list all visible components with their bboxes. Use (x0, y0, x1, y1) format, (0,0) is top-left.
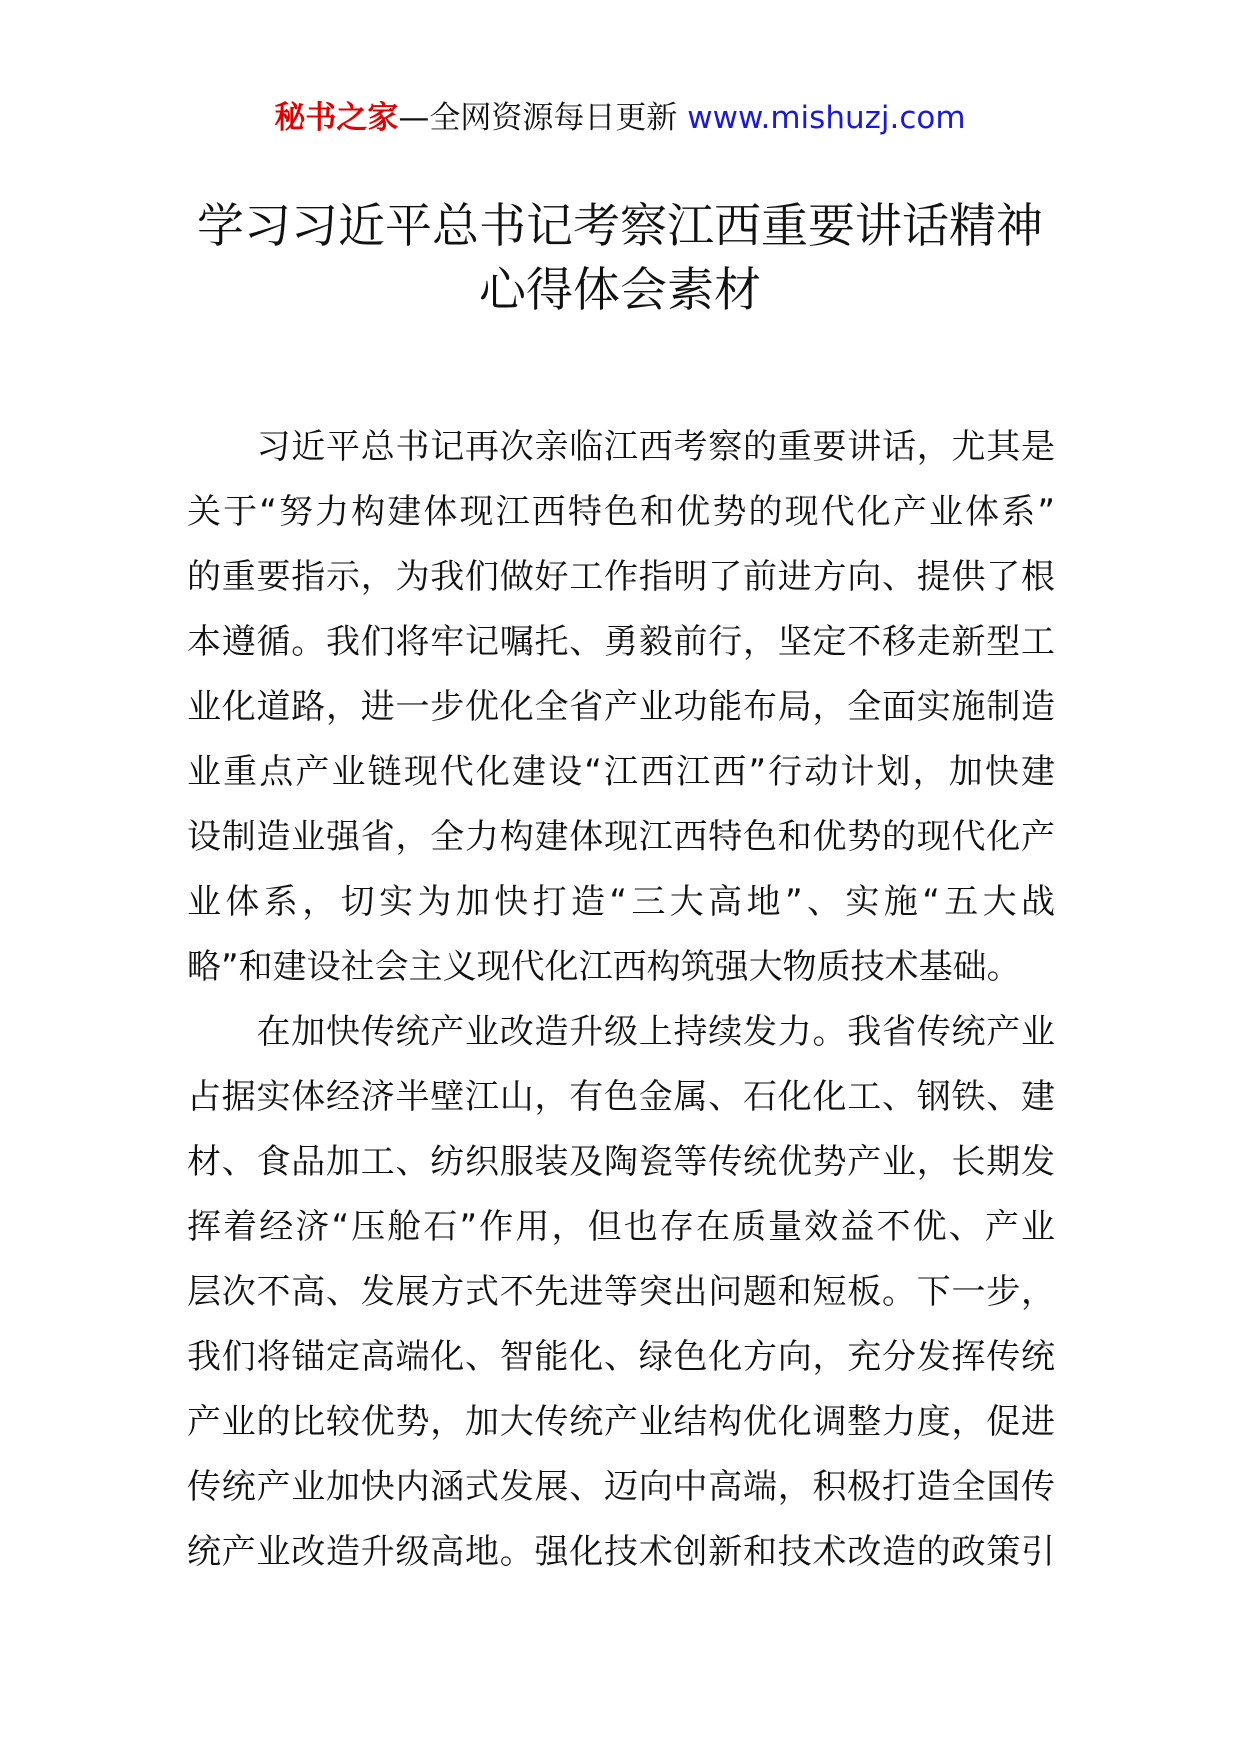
body-line: 习近平总书记再次亲临江西考察的重要讲话，尤其是 (187, 427, 1055, 467)
body-line: 关于“努力构建体现江西特色和优势的现代化产业体系” (187, 492, 1055, 532)
document-body (187, 415, 1055, 1585)
body-line: 统产业改造升级高地。强化技术创新和技术改造的政策引 (187, 1532, 1055, 1572)
site-tagline: —全网资源每日更新 (398, 100, 678, 136)
site-url-link[interactable]: www.mishuzj.com (687, 100, 966, 136)
body-line: 挥着经济“压舱石”作用，但也存在质量效益不优、产业 (187, 1207, 1055, 1247)
body-line: 略”和建设社会主义现代化江西构筑强大物质技术基础。 (187, 947, 1021, 987)
body-line: 的重要指示，为我们做好工作指明了前进方向、提供了根 (187, 557, 1055, 597)
body-line: 业化道路，进一步优化全省产业功能布局，全面实施制造 (187, 687, 1055, 727)
body-line: 我们将锚定高端化、智能化、绿色化方向，充分发挥传统 (187, 1337, 1055, 1377)
body-line: 传统产业加快内涵式发展、迈向中高端，积极打造全国传 (187, 1467, 1055, 1507)
body-line: 业体系，切实为加快打造“三大高地”、实施“五大战 (187, 882, 1055, 922)
body-line: 层次不高、发展方式不先进等突出问题和短板。下一步， (187, 1272, 1055, 1312)
body-line: 材、食品加工、纺织服装及陶瓷等传统优势产业，长期发 (187, 1142, 1055, 1182)
body-line: 本遵循。我们将牢记嘱托、勇毅前行，坚定不移走新型工 (187, 622, 1055, 662)
site-header (0, 98, 1240, 138)
body-line: 设制造业强省，全力构建体现江西特色和优势的现代化产 (187, 817, 1055, 857)
document-title (0, 195, 1240, 323)
body-line: 在加快传统产业改造升级上持续发力。我省传统产业 (187, 1012, 1055, 1052)
site-brand: 秘书之家 (274, 100, 399, 136)
body-line: 产业的比较优势，加大传统产业结构优化调整力度，促进 (187, 1402, 1055, 1442)
body-line: 占据实体经济半壁江山，有色金属、石化化工、钢铁、建 (187, 1077, 1055, 1117)
body-line: 业重点产业链现代化建设“江西江西”行动计划，加快建 (187, 752, 1055, 792)
title-line-1: 学习习近平总书记考察江西重要讲话精神 (197, 199, 1043, 254)
title-line-2: 心得体会素材 (479, 263, 761, 318)
